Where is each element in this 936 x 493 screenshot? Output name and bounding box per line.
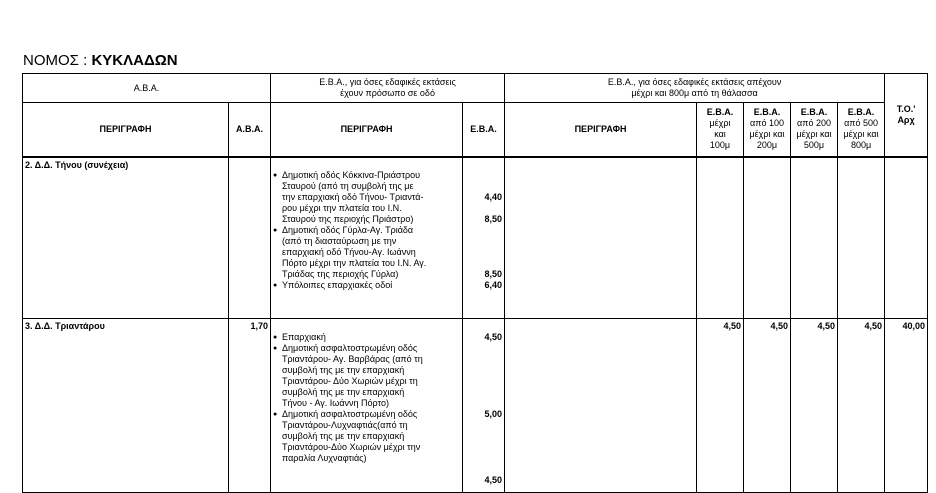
aba-header: Α.Β.Α. [229,103,271,157]
eba-sea-header: Ε.Β.Α., για όσες εδαφικές εκτάσεις απέχουν μέχρι και 800μ από τη θάλασσα [505,74,885,103]
list-item: ● Επαρχιακή [273,332,460,343]
aba-group-header: Α.Β.Α. [23,74,271,103]
eba-values: 4,40 8,50 8,50 6,40 [463,157,505,319]
to-value [885,157,928,319]
sea-description [505,157,697,319]
dist-500-header: Ε.Β.Α. από 200 μέχρι και 500μ [791,103,838,157]
eba-header: Ε.Β.Α. [463,103,505,157]
aba-value: 1,70 [229,319,271,493]
dist-200-value: 4,50 [744,319,791,493]
perigrafi-header: ΠΕΡΙΓΡΑΦΗ [23,103,229,157]
dist-100-header: Ε.Β.Α. μέχρι και 100μ [697,103,744,157]
dist-500-value [791,157,838,319]
to-value: 40,00 [885,319,928,493]
dist-200-header: Ε.Β.Α. από 100 μέχρι και 200μ [744,103,791,157]
column-header-row [23,103,928,157]
dist-500-value: 4,50 [791,319,838,493]
row-title: 2. Δ.Δ. Τήνου (συνέχεια) [23,157,229,319]
page-title: ΝΟΜΟΣ : ΚΥΚΛΑΔΩΝ [23,52,178,69]
list-item: ● Δημοτική οδός Κόκκινα-Πριάστρου Σταυρού (από τη συμβολή της με την επαρχιακή οδό Τήνου- Τριαντά- ρου μέχρι την πλατεία του Ι.Ν. Σταυρού της περιοχής Πριάστρο) [273,170,460,225]
aba-value [229,157,271,319]
road-description [271,157,463,319]
dist-200-value [744,157,791,319]
list-item: ● Υπόλοιπες επαρχιακές οδοί [273,280,460,291]
dist-800-header: Ε.Β.Α. από 500 μέχρι και 800μ [838,103,885,157]
list-item: ● Δημοτική ασφαλτοστρωμένη οδός Τριαντάρου- Αγ. Βαρβάρας (από τη συμβολή της με την επαρχιακή Τριαντάρου- Δύο Χωριών μέχρι τη συμβολή της με την επαρχιακή Τήνου - Αγ. Ιωάννη Πόρτο) [273,343,460,409]
sea-description [505,319,697,493]
dist-800-value: 4,50 [838,319,885,493]
eba-road-header: Ε.Β.Α., για όσες εδαφικές εκτάσεις έχουν πρόσωπο σε οδό [271,74,505,103]
list-item: ● Δημοτική ασφαλτοστρωμένη οδός Τριαντάρου-Λυχναφτιάς(από τη συμβολή της με την επαρχιακή Τριαντάρου-Δύο Χωριών μέχρι την παραλία Λυχναφτιάς) [273,409,460,464]
dist-100-value: 4,50 [697,319,744,493]
row-title: 3. Δ.Δ. Τριαντάρου [23,319,229,493]
table-row [23,319,928,493]
data-table [22,73,928,493]
table-row [23,157,928,319]
dist-800-value [838,157,885,319]
to-header: Τ.Ο.' Αρχ [885,74,928,157]
list-item: ● Δημοτική οδός Γύρλα-Αγ. Τριάδα (από τη διασταύρωση με την επαρχιακή οδό Τήνου-Αγ. Ιωάννη Πόρτο μέχρι την πλατεία του Ι.Ν. Αγ. Τριάδας της περιοχής Γύρλα) [273,225,460,280]
dist-100-value [697,157,744,319]
eba-values: 4,50 5,00 4,50 [463,319,505,493]
road-perigrafi-header: ΠΕΡΙΓΡΑΦΗ [271,103,463,157]
sea-perigrafi-header: ΠΕΡΙΓΡΑΦΗ [505,103,697,157]
group-header-row [23,74,928,103]
road-description [271,319,463,493]
